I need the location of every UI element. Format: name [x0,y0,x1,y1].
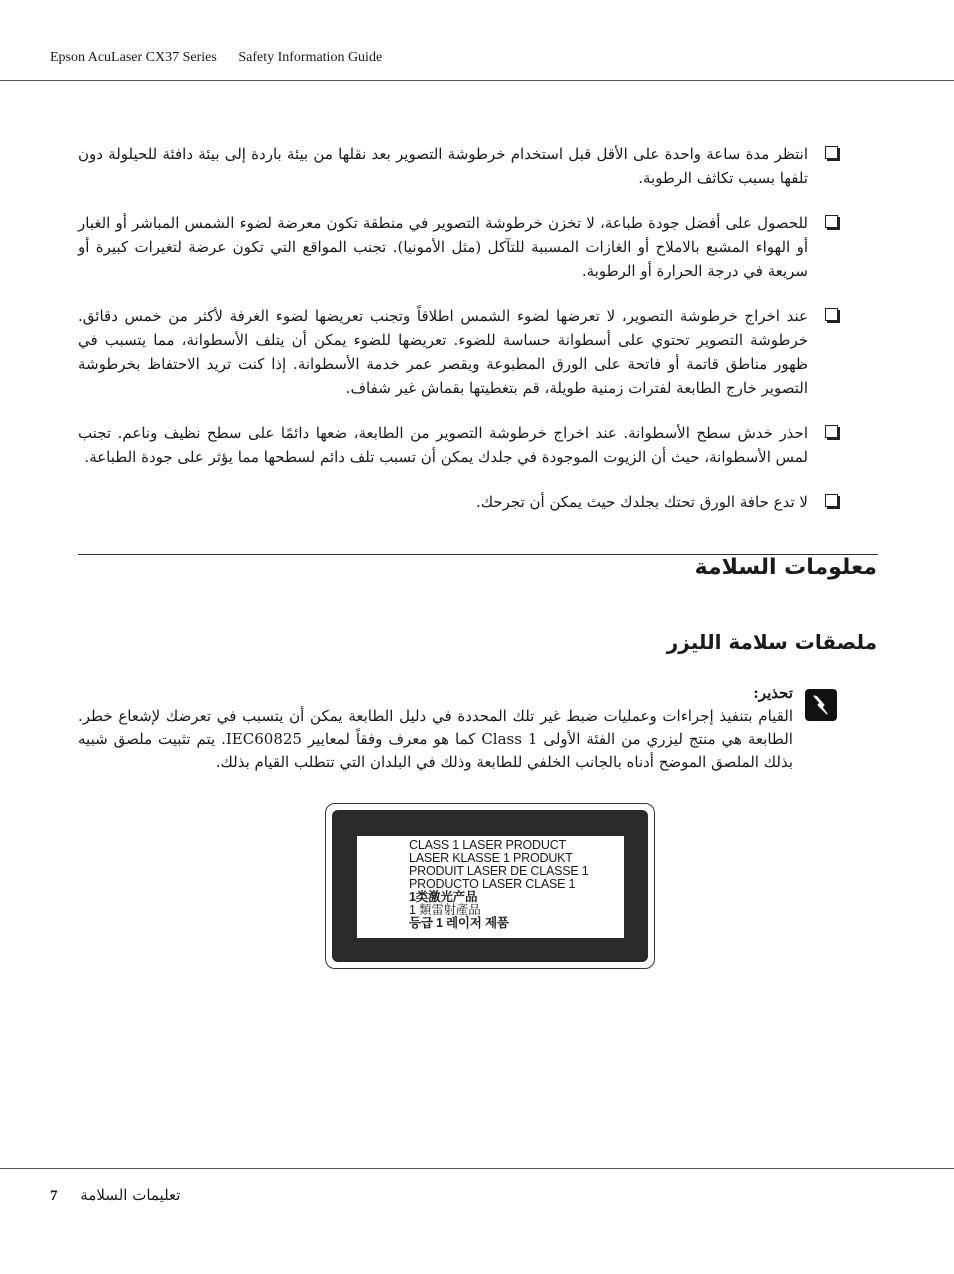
label-line: LASER KLASSE 1 PRODUKT [409,851,573,865]
label-line: CLASS 1 LASER PRODUCT [409,838,566,852]
footer-section: تعليمات السلامة [80,1186,181,1204]
list-item: احذر خدش سطح الأسطوانة. عند اخراج خرطوشة التصوير من الطابعة، ضعها دائمًا على سطح نظيف وناعم. تجنب لمس الأسطوانة، حيث أن الزيوت الموجودة في جلدك يمكن أن تسبب تلف دائم لسطحها مما يؤثر على جودة الطباعة. [78,421,838,469]
laser-label [357,836,624,938]
label-line: 1类激光产品 [409,890,478,904]
checkbox-bullet-icon [825,494,838,507]
product-name: Epson AcuLaser CX37 Series [50,50,217,65]
guide-title: Safety Information Guide [238,50,383,65]
subsection-title: ملصقات سلامة الليزر [666,630,877,654]
warning-block [78,682,793,774]
checkbox-bullet-icon [825,146,838,159]
checkbox-bullet-icon [825,308,838,321]
footer-rule [0,1168,954,1169]
header-rule [0,80,954,81]
label-line: PRODUCTO LASER CLASE 1 [409,877,576,891]
label-line: 1 類雷射產品 [409,903,481,917]
bullet-list [78,142,838,535]
list-item: لا تدع حافة الورق تحتك بجلدك حيث يمكن أن تجرحك. [78,490,838,514]
label-line: 등급 1 레이저 제품 [409,916,509,930]
warning-title: تحذير: [753,684,793,702]
page-footer [50,1186,180,1205]
checkbox-bullet-icon [825,215,838,228]
page-number: 7 [50,1188,58,1204]
page-header [50,50,954,66]
list-item: عند اخراج خرطوشة التصوير، لا تعرضها لضوء الشمس اطلاقاً وتجنب تعريضها لضوء الغرفة لأكثر من خمس دقائق. خرطوشة التصوير تحتوي على أسطوانة حساسة للضوء. تعريضها للضوء يمكن أن يتلف الأسطوانة، مما يتسبب في ظهور مناطق قاتمة أو فاتحة على الورق المطبوعة ويقصر عمر خدمة الأسطوانة. إذا كنت تريد الاحتفاظ بخرطوشة التصوير خارج الطابعة لفترات زمنية طويلة، قم بتغطيتها بقماش غير شفاف. [78,304,838,400]
checkbox-bullet-icon [825,425,838,438]
label-line: PRODUIT LASER DE CLASSE 1 [409,864,589,878]
list-item: انتظر مدة ساعة واحدة على الأقل قبل استخدام خرطوشة التصوير بعد نقلها من بيئة باردة إلى بيئة دافئة للحيلولة دون تلفها بسبب تكاثف الرطوبة. [78,142,838,190]
warning-text: القيام بتنفيذ إجراءات وعمليات ضبط غير تلك المحددة في دليل الطابعة يمكن أن يتسبب في تعرضك لإشعاع خطر. الطابعة هي منتج ليزري من الفئة الأولى Class 1 كما هو معرف وفقاً لمعايير IEC60825. يتم تثبيت ملصق شبيه بذلك الملصق الموضح أدناه بالجانب الخلفي للطابعة وذلك في البلدان التي تتطلب القيام بذلك. [78,707,793,771]
warning-lightning-icon [805,689,837,721]
section-title: معلومات السلامة [694,555,877,580]
list-item: للحصول على أفضل جودة طباعة، لا تخزن خرطوشة التصوير في منطقة تكون معرضة لضوء الشمس المباشر أو الغبار أو الهواء المشبع بالاملاح أو الغازات المسببة للتآكل (مثل الأمونيا). تجنب المواقع التي تكون عرضة لتغيرات كبيرة أو سريعة في درجة الحرارة أو الرطوبة. [78,211,838,283]
